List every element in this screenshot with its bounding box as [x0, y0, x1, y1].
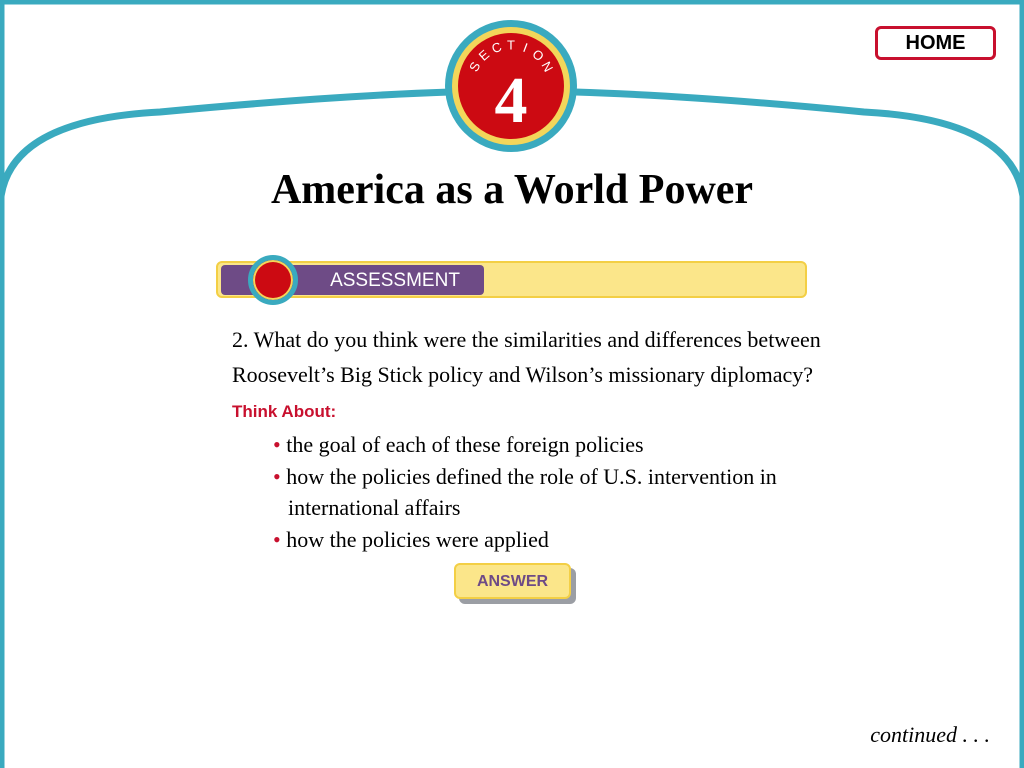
page-title: America as a World Power	[270, 167, 754, 213]
section-letter: O	[529, 46, 547, 65]
section-letter: E	[475, 46, 493, 64]
answer-button[interactable]: ANSWER	[454, 563, 571, 599]
section-letter: C	[489, 38, 504, 57]
think-about-label: Think About:	[232, 402, 337, 421]
assessment-dot-icon	[248, 255, 298, 305]
bullet-icon: •	[273, 527, 281, 552]
section-letter: I	[521, 39, 530, 56]
list-item-text: how the policies were applied	[286, 527, 549, 552]
assessment-label: ASSESSMENT	[330, 270, 460, 291]
section-letter: S	[466, 59, 484, 75]
think-about-list	[273, 429, 863, 556]
section-letter: N	[538, 59, 557, 75]
question-body: 2. What do you think were the similarities and differences between Roosevelt’s Big Stick policy and Wilson’s missionary diplomacy?	[232, 327, 821, 387]
home-button[interactable]: HOME	[875, 26, 996, 60]
continued-note: continued . . .	[870, 722, 990, 747]
bullet-icon: •	[273, 464, 281, 489]
question-text	[232, 322, 842, 429]
section-number: 4	[494, 64, 528, 137]
bullet-icon: •	[273, 432, 281, 457]
list-item	[273, 461, 863, 523]
list-item-text: how the policies defined the role of U.S. intervention in international affairs	[286, 464, 777, 520]
list-item	[273, 429, 863, 460]
section-letter: T	[507, 37, 515, 53]
list-item-text: the goal of each of these foreign policies	[286, 432, 644, 457]
section-badge	[445, 20, 577, 152]
list-item	[273, 524, 863, 555]
